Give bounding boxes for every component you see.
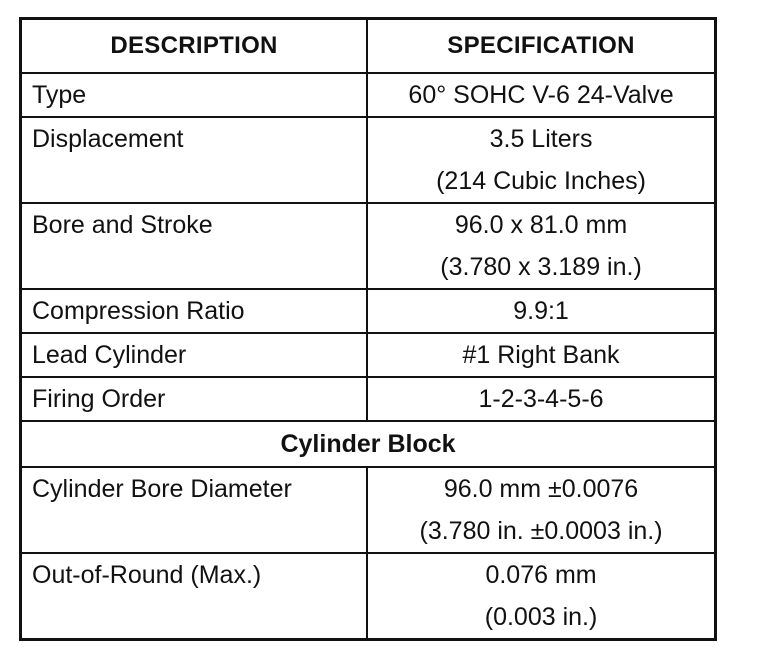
row-description: Lead Cylinder	[32, 341, 187, 369]
table-row-type	[21, 73, 716, 117]
table-row-cylinder-bore-diameter	[21, 467, 716, 553]
row-description: Bore and Stroke	[32, 211, 213, 239]
row-spec-value: 96.0 mm ±0.0076	[443, 475, 639, 503]
row-spec-value: 60° SOHC V-6 24-Valve	[408, 81, 674, 109]
row-spec-value-secondary: (214 Cubic Inches)	[436, 167, 646, 195]
row-spec-value-secondary: (0.003 in.)	[484, 603, 598, 631]
row-spec-value: 0.076 mm	[485, 561, 597, 589]
table-row-compression-ratio	[21, 289, 716, 333]
table-row-bore-and-stroke	[21, 203, 716, 289]
engine-specification-table	[19, 17, 717, 641]
row-description: Cylinder Bore Diameter	[32, 475, 292, 503]
row-spec-value-secondary: (3.780 x 3.189 in.)	[440, 253, 642, 281]
row-spec-value: 3.5 Liters	[489, 125, 593, 153]
specification-column-header: SPECIFICATION	[367, 19, 715, 74]
table-header-row	[21, 19, 716, 74]
row-description: Out-of-Round (Max.)	[32, 561, 262, 589]
row-description: Firing Order	[32, 385, 166, 413]
table-row-displacement	[21, 117, 716, 203]
row-spec-value: 96.0 x 81.0 mm	[454, 211, 628, 239]
section-header-row	[21, 421, 716, 467]
row-description: Compression Ratio	[32, 297, 245, 325]
row-description: Displacement	[32, 125, 184, 153]
row-spec-value: #1 Right Bank	[462, 341, 620, 369]
section-title: Cylinder Block	[21, 421, 716, 467]
table-row-out-of-round	[21, 553, 716, 640]
row-spec-value-secondary: (3.780 in. ±0.0003 in.)	[419, 517, 663, 545]
table-row-lead-cylinder	[21, 333, 716, 377]
table-row-firing-order	[21, 377, 716, 421]
row-spec-value: 1-2-3-4-5-6	[478, 385, 604, 413]
description-column-header: DESCRIPTION	[21, 19, 368, 74]
row-description: Type	[32, 81, 87, 109]
row-spec-value: 9.9:1	[513, 297, 569, 325]
